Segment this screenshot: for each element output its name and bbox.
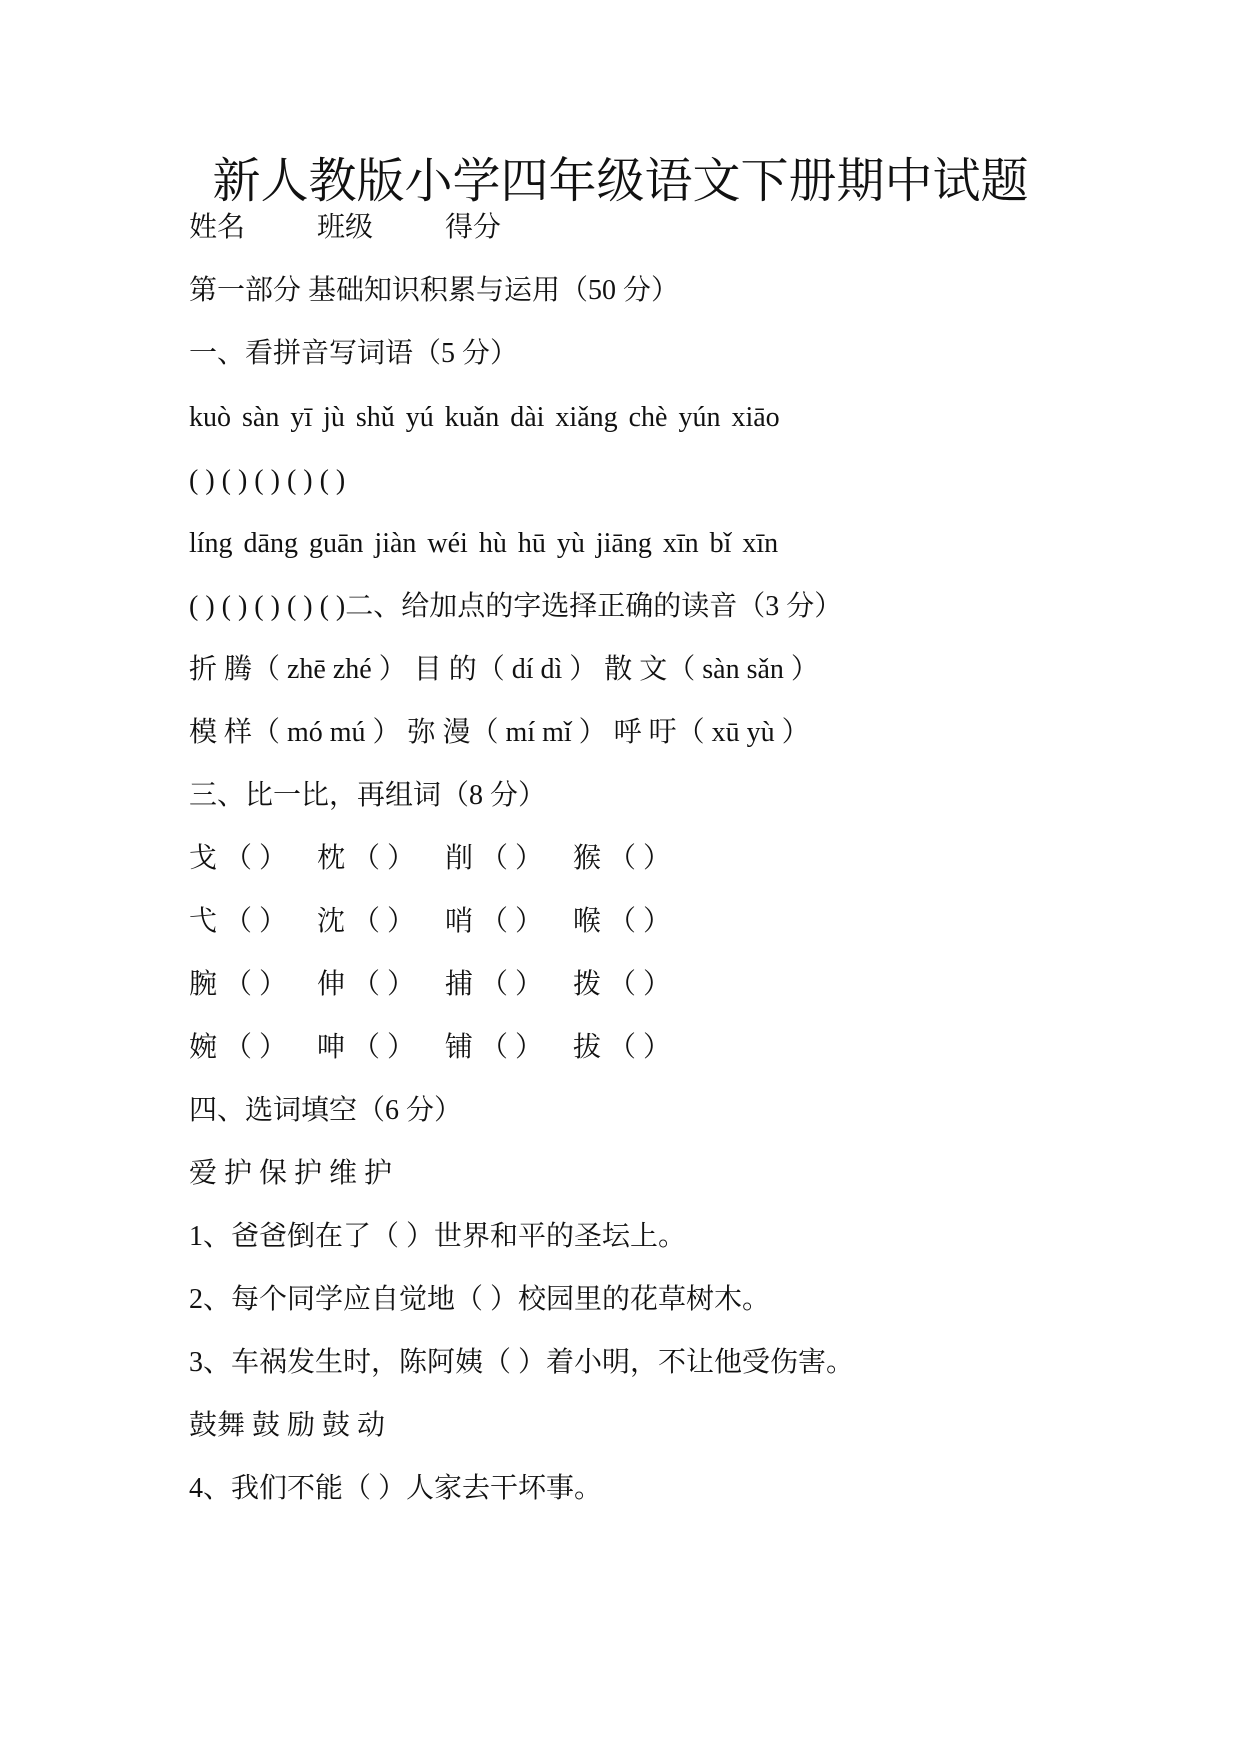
compare-item: 猴 （ ）: [573, 843, 672, 874]
compare-item: 婉 （ ）: [189, 1032, 288, 1063]
compare-item: 枕 （ ）: [317, 843, 416, 874]
student-info-line: [189, 208, 501, 248]
compare-item: 沈 （ ）: [317, 906, 416, 937]
pinyin-row-2: líng dāng guān jiàn wéi hù hū yù jiāng xīn bǐ xīn: [189, 528, 779, 559]
compare-row-3: [189, 965, 671, 1005]
section-one-heading: 一、看拼音写词语（5 分）: [189, 338, 519, 369]
pronunciation-row-1: 折 腾（ zhē zhé ） 目 的（ dí dì ） 散 文（ sàn sǎn ）: [189, 654, 819, 685]
compare-item: 伸 （ ）: [317, 969, 416, 1000]
section-three-heading: 三、比一比，再组词（8 分）: [189, 780, 547, 811]
class-label: 班级: [317, 212, 374, 243]
section-two-heading: 二、给加点的字选择正确的读音（3 分）: [345, 591, 843, 622]
compare-item: 呻 （ ）: [317, 1032, 416, 1063]
section-four-heading: 四、选词填空（6 分）: [189, 1095, 463, 1126]
score-label: 得分: [445, 212, 502, 243]
compare-item: 铺 （ ）: [445, 1032, 544, 1063]
fill-in-item-4: 4、我们不能（ ）人家去干坏事。: [189, 1473, 603, 1504]
pinyin-row-1: kuò sàn yī jù shǔ yú kuǎn dài xiǎng chè yún xiāo: [189, 402, 780, 433]
fill-in-item-3: 3、车祸发生时，陈阿姨（ ）着小明，不让他受伤害。: [189, 1347, 855, 1378]
compare-item: 削 （ ）: [445, 843, 544, 874]
fill-in-item-1: 1、爸爸倒在了（ ）世界和平的圣坛上。: [189, 1221, 687, 1252]
answer-blanks-row-1: ( ) ( ) ( ) ( ) ( ): [189, 465, 346, 496]
word-choices-2: 鼓舞 鼓 励 鼓 动: [189, 1410, 386, 1441]
compare-row-4: [189, 1028, 671, 1068]
compare-item: 拨 （ ）: [573, 969, 672, 1000]
word-choices-1: 爱 护 保 护 维 护: [189, 1158, 393, 1189]
answer-blanks-row-2: ( ) ( ) ( ) ( ) ( ): [189, 591, 346, 622]
compare-item: 捕 （ ）: [445, 969, 544, 1000]
compare-item: 喉 （ ）: [573, 906, 672, 937]
compare-item: 哨 （ ）: [445, 906, 544, 937]
compare-item: 腕 （ ）: [189, 969, 288, 1000]
pronunciation-row-2: 模 样（ mó mú ） 弥 漫（ mí mǐ ） 呼 吁（ xū yù ）: [189, 717, 810, 748]
compare-row-2: [189, 902, 671, 942]
part-one-heading: 第一部分 基础知识积累与运用（50 分）: [189, 275, 680, 306]
fill-in-item-2: 2、每个同学应自觉地（ ）校园里的花草树木。: [189, 1284, 771, 1315]
compare-row-1: [189, 839, 671, 879]
compare-item: 戈 （ ）: [189, 843, 288, 874]
name-label: 姓名: [189, 212, 246, 243]
compare-item: 弋 （ ）: [189, 906, 288, 937]
compare-item: 拔 （ ）: [573, 1032, 672, 1063]
answer-blanks-and-section-two-line: [189, 587, 842, 627]
page-title: 新人教版小学四年级语文下册期中试题: [212, 153, 1029, 209]
